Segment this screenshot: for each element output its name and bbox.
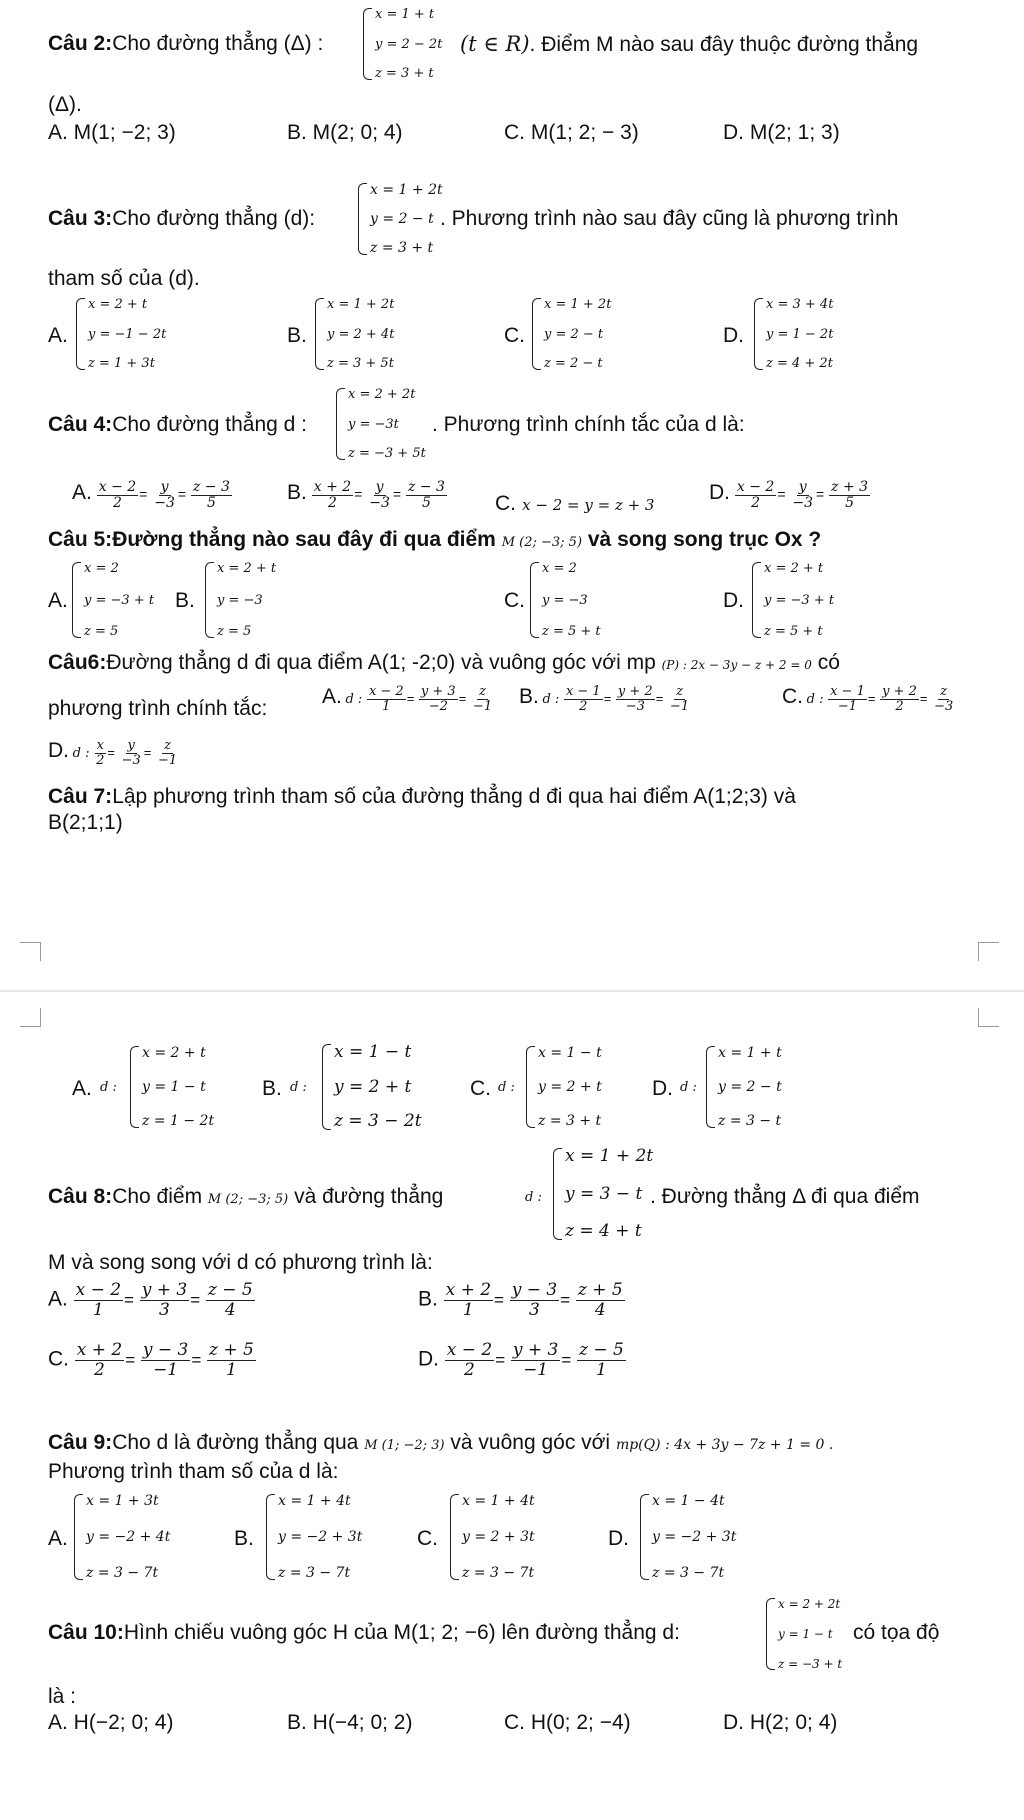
q6-a-f1-n: y + 3 xyxy=(420,684,456,700)
q6-c-f2-d: −3 xyxy=(934,698,954,714)
q9-stem xyxy=(48,1430,833,1459)
q5-option-a-sys xyxy=(72,562,154,638)
q9-option-d-letter: D. xyxy=(608,1527,629,1550)
q2-sys-1: y = 2 − 2t xyxy=(375,36,443,52)
q3-sys-0: x = 1 + 2t xyxy=(370,182,443,198)
q3-system xyxy=(358,183,443,255)
q8-d-f1 xyxy=(511,1342,560,1380)
q9-text-b: và vuông góc với xyxy=(450,1431,611,1454)
q6-b-f2-d: −1 xyxy=(669,698,690,714)
q8-b-f2-n: z + 5 xyxy=(577,1280,623,1300)
q3-c-2: z = 2 − t xyxy=(544,356,603,371)
q7-option-d-letter: D. xyxy=(652,1077,673,1100)
q4-a-f1-d: −3 xyxy=(154,494,175,511)
q6-b-f1-n: y + 2 xyxy=(617,684,653,700)
q10-text-c: là : xyxy=(48,1685,77,1708)
q8-b-f0-d: 1 xyxy=(462,1299,474,1320)
q5-option-c-letter: C. xyxy=(504,589,525,612)
q6-d-f2-n: z xyxy=(164,738,171,754)
q6-d-f1-n: y xyxy=(127,738,135,754)
q6-a-d: d : xyxy=(345,692,363,707)
q3-a-0: x = 2 + t xyxy=(88,297,148,312)
q6-c-f0 xyxy=(828,685,867,714)
q4-option-c xyxy=(495,490,654,517)
q3-sys-1: y = 2 − t xyxy=(370,211,434,227)
q7-c-0: x = 1 − t xyxy=(538,1045,602,1061)
q8-text-c: . Đường thẳng Δ đi qua điểm xyxy=(650,1185,920,1208)
q6-a-f0 xyxy=(367,685,406,714)
q3-a-2: z = 1 + 3t xyxy=(88,356,155,371)
q10-stem xyxy=(48,1620,680,1646)
q6-stem xyxy=(48,650,840,678)
q4-text-b: . Phương trình chính tắc của d là: xyxy=(432,413,745,436)
q4-option-b: B. $\frac{x + 2}{2}$ = $\frac{y}{-3}$ = $\frac{z - 3}{5}$ xyxy=(287,479,445,511)
page-corner-tl xyxy=(20,1008,41,1027)
q5-option-d-sys xyxy=(752,562,834,638)
q7-option-b-letter: B. xyxy=(262,1077,282,1100)
q8-b-f1-d: 3 xyxy=(529,1299,540,1320)
q5-d-1: y = −3 + t xyxy=(764,592,835,608)
q8-a-f2-n: z − 5 xyxy=(207,1280,253,1300)
q8-b-f0-n: x + 2 xyxy=(445,1280,492,1300)
q8-d-f0-d: 2 xyxy=(464,1359,475,1380)
q5-option-c-sys xyxy=(530,562,601,638)
q5-option-b-letter: B. xyxy=(175,589,195,612)
q5-option-a-letter: A. xyxy=(48,589,68,612)
q6-option-d: D. d : $\frac{x}{2}$ = $\frac{y}{-3}$ = $\frac{z}{-1}$ xyxy=(48,738,178,768)
q4-b-letter: B. xyxy=(287,481,307,505)
q8-d-f2-d: 1 xyxy=(596,1359,607,1380)
q6-d-f2 xyxy=(156,739,179,768)
q9-a-1: y = −2 + 4t xyxy=(86,1529,171,1545)
q8-a-f2-d: 4 xyxy=(224,1299,236,1320)
q4-b-f0-n: x + 2 xyxy=(313,479,352,495)
q8-c-f2-d: 1 xyxy=(226,1359,237,1380)
q7-a-1: y = 1 − t xyxy=(142,1079,206,1095)
q6-label: Câu6: xyxy=(48,651,107,674)
q4-a-f0 xyxy=(97,480,138,511)
q4-a-f2 xyxy=(191,480,232,511)
q6-text-b: có xyxy=(817,651,840,674)
q9-option-d-sys xyxy=(640,1494,736,1580)
q6-d-f2-d: −1 xyxy=(157,752,178,768)
q3-option-c-letter: C. xyxy=(504,324,525,347)
q4-a-f2-d: 5 xyxy=(206,494,216,511)
q7-option-b-d: d : xyxy=(290,1080,307,1095)
q4-d-f0-n: x − 2 xyxy=(736,479,775,495)
q6-c-f0-n: x − 1 xyxy=(830,684,865,700)
q3-label: Câu 3: xyxy=(48,207,113,230)
q6-a-f2-d: −1 xyxy=(472,698,493,714)
q4-d-f2-n: z + 3 xyxy=(831,479,869,495)
q7-stem xyxy=(48,784,796,810)
q4-b-f1 xyxy=(367,480,392,511)
q3-b-1: y = 2 + 4t xyxy=(327,326,395,342)
q4-b-f0 xyxy=(312,480,353,511)
q6-d-f0-n: x xyxy=(96,738,104,754)
q6-option-c: C. d : $\frac{x - 1}{-1}$ = $\frac{y + 2}{2}$ = $\frac{z}{-3}$ xyxy=(782,684,954,714)
q6-a-f0-d: 1 xyxy=(382,698,391,714)
q2-label: Câu 2: xyxy=(48,32,113,55)
q8-a-f1-n: y + 3 xyxy=(141,1280,188,1300)
q2-sys-2: z = 3 + t xyxy=(375,66,434,81)
q8-option-c: C. $\frac{x + 2}{2}$ = $\frac{y - 3}{-1}$ = $\frac{z + 5}{1}$ xyxy=(48,1340,254,1380)
q5-a-2: z = 5 xyxy=(84,624,119,639)
q10-option-c: C. H(0; 2; −4) xyxy=(504,1711,631,1734)
q6-text-c: phương trình chính tắc: xyxy=(48,697,268,720)
q8-text-b: và đường thẳng xyxy=(294,1185,444,1208)
q6-b-f1 xyxy=(616,685,655,714)
q2-option-a: A. M(1; −2; 3) xyxy=(48,121,176,144)
q3-d-0: x = 3 + 4t xyxy=(766,297,834,312)
q8-d-f0-n: x − 2 xyxy=(446,1340,493,1360)
q7-b-2: z = 3 − 2t xyxy=(334,1111,422,1131)
q7-a-0: x = 2 + t xyxy=(142,1045,206,1061)
q6-b-f0-d: 2 xyxy=(579,698,588,714)
q3-stem xyxy=(48,206,315,232)
q8-text-d: M và song song với d có phương trình là: xyxy=(48,1251,433,1274)
q9-b-1: y = −2 + 3t xyxy=(278,1529,363,1545)
q8-c-f1 xyxy=(141,1342,190,1380)
q7-option-c-sys xyxy=(526,1046,602,1128)
q6-option-a: A. d : $\frac{x - 2}{1}$ = $\frac{y + 3}{-2}$ = $\frac{z}{-1}$ xyxy=(322,684,493,714)
q9-d-2: z = 3 − 7t xyxy=(652,1565,725,1581)
q4-a-f0-n: x − 2 xyxy=(98,479,137,495)
q9-option-b-sys xyxy=(266,1494,362,1580)
q8-c-letter: C. xyxy=(48,1347,69,1371)
q4-b-f1-n: y xyxy=(375,479,384,495)
q4-option-d: D. $\frac{x - 2}{2}$ = $\frac{y}{-3}$ = $\frac{z + 3}{5}$ xyxy=(709,479,869,511)
q7-option-a-d: d : xyxy=(100,1080,117,1095)
q8-label: Câu 8: xyxy=(48,1185,113,1208)
q5-c-0: x = 2 xyxy=(542,561,577,576)
q10-system xyxy=(766,1598,842,1670)
page-corner-bl xyxy=(20,942,41,961)
q5-option-b-sys xyxy=(205,562,276,638)
q9-d-0: x = 1 − 4t xyxy=(652,1493,725,1509)
q2-sys-0: x = 1 + t xyxy=(375,7,435,22)
q4-d-f2 xyxy=(829,480,870,511)
q4-c-letter: C. xyxy=(495,492,516,515)
q4-a-letter: A. xyxy=(72,481,92,505)
page-corner-br xyxy=(978,942,999,961)
q4-sys-1: y = −3t xyxy=(348,416,399,432)
q8-b-f1 xyxy=(510,1282,559,1320)
q3-option-b-sys xyxy=(315,298,394,370)
q7-option-d-d: d : xyxy=(680,1080,697,1095)
q4-a-f0-d: 2 xyxy=(112,494,122,511)
q4-b-f2 xyxy=(406,480,447,511)
q8-d-f1-n: y + 3 xyxy=(512,1340,559,1360)
q3-text-a: Cho đường thẳng (d): xyxy=(112,207,316,230)
q8-b-f0 xyxy=(444,1282,493,1320)
q4-d-f2-d: 5 xyxy=(845,494,855,511)
q8-system xyxy=(553,1148,653,1240)
q5-option-d-letter: D. xyxy=(723,589,744,612)
q4-b-f2-n: z − 3 xyxy=(407,479,445,495)
q6-d-f0 xyxy=(94,739,106,768)
q8-d-f2-n: z − 5 xyxy=(579,1340,624,1360)
q4-d-f1-d: −3 xyxy=(792,494,814,511)
q8-b-f2 xyxy=(576,1282,625,1320)
q4-d-f1 xyxy=(790,480,815,511)
q2-text-b: . Điểm M nào sau đây thuộc đường thẳng xyxy=(529,33,919,56)
q8-sys-2: z = 4 + t xyxy=(565,1221,642,1241)
q2-stem-cont xyxy=(460,31,918,58)
q4-text-a: Cho đường thẳng d : xyxy=(112,413,307,436)
q6-b-f0-n: x − 1 xyxy=(565,684,601,700)
q8-a-letter: A. xyxy=(48,1287,68,1311)
q5-a-0: x = 2 xyxy=(84,561,119,576)
q8-a-f2 xyxy=(206,1282,255,1320)
q7-option-c-letter: C. xyxy=(470,1077,491,1100)
q5-a-1: y = −3 + t xyxy=(84,592,155,608)
q3-c-1: y = 2 − t xyxy=(544,326,604,342)
q8-c-f0-n: x + 2 xyxy=(76,1340,123,1360)
q6-d-letter: D. xyxy=(48,739,69,762)
q7-option-c-d: d : xyxy=(498,1080,515,1095)
q9-c-0: x = 1 + 4t xyxy=(462,1493,535,1509)
q9-d-1: y = −2 + 3t xyxy=(652,1529,737,1545)
q6-b-f2-n: z xyxy=(676,684,683,700)
q3-option-a-sys xyxy=(76,298,166,370)
q6-plane: (P) : 2x − 3y − z + 2 = 0 xyxy=(661,658,812,672)
q3-option-c-sys xyxy=(532,298,611,370)
q6-d-f1-d: −3 xyxy=(121,752,141,768)
q8-d-prefix: d : xyxy=(525,1190,542,1205)
q2-stem xyxy=(48,31,323,57)
q5-point: M (2; −3; 5) xyxy=(501,535,583,550)
q9-a-2: z = 3 − 7t xyxy=(86,1565,159,1581)
q4-c-eq: x − 2 = y = z + 3 xyxy=(522,496,655,514)
q10-option-b: B. H(−4; 0; 2) xyxy=(287,1711,413,1734)
q4-d-f1-n: y xyxy=(798,479,807,495)
q4-d-f0-d: 2 xyxy=(751,494,761,511)
q4-b-f2-d: 5 xyxy=(421,494,431,511)
q9-c-2: z = 3 − 7t xyxy=(462,1565,535,1581)
q3-text-b: . Phương trình nào sau đây cũng là phương trình xyxy=(440,207,899,230)
q7-b-0: x = 1 − t xyxy=(334,1042,412,1062)
q4-option-a: A. $\frac{x - 2}{2}$ = $\frac{y}{-3}$ = $\frac{z - 3}{5}$ xyxy=(72,479,230,511)
q6-b-f0 xyxy=(564,685,603,714)
q2-system xyxy=(363,8,442,80)
q8-a-f1-d: 3 xyxy=(159,1299,170,1320)
q8-sys-1: y = 3 − t xyxy=(565,1183,643,1204)
q3-text-c: tham số của (d). xyxy=(48,267,200,290)
q8-option-d: D. $\frac{x - 2}{2}$ = $\frac{y + 3}{-1}$ = $\frac{z - 5}{1}$ xyxy=(418,1340,624,1380)
q7-option-a-letter: A. xyxy=(72,1077,92,1100)
q9-option-c-sys xyxy=(450,1494,535,1580)
q8-d-f0 xyxy=(445,1342,494,1380)
q2-cond: (t ∈ R) xyxy=(460,32,530,56)
q4-a-f2-n: z − 3 xyxy=(192,479,230,495)
q10-sys-0: x = 2 + 2t xyxy=(778,1597,841,1611)
q6-c-f1 xyxy=(880,685,919,714)
q9-option-a-sys xyxy=(74,1494,170,1580)
q6-d-f1 xyxy=(120,739,143,768)
q7-text-a: Lập phương trình tham số của đường thẳng d đi qua hai điểm A(1;2;3) và xyxy=(112,785,796,808)
q10-sys-2: z = −3 + t xyxy=(778,1657,843,1671)
q3-sys-2: z = 3 + t xyxy=(370,240,434,256)
q4-b-f0-d: 2 xyxy=(327,494,337,511)
q9-plane: mp(Q) : 4x + 3y − 7z + 1 = 0 . xyxy=(615,1437,834,1453)
q10-text-a: Hình chiếu vuông góc H của M(1; 2; −6) lên đường thẳng d: xyxy=(123,1621,680,1644)
q9-option-b-letter: B. xyxy=(234,1527,254,1550)
q7-label: Câu 7: xyxy=(48,785,113,808)
q8-c-f0 xyxy=(75,1342,124,1380)
q7-b-1: y = 2 + t xyxy=(334,1076,412,1097)
q8-c-f0-d: 2 xyxy=(94,1359,105,1380)
q6-a-f1 xyxy=(419,685,458,714)
q6-c-d: d : xyxy=(806,692,824,707)
q4-b-f1-d: −3 xyxy=(369,494,390,511)
q8-text-a: Cho điểm xyxy=(112,1185,203,1208)
q10-sys-1: y = 1 − t xyxy=(778,1627,833,1641)
q4-system xyxy=(336,388,426,460)
q8-a-f0-d: 1 xyxy=(92,1299,104,1320)
q4-stem xyxy=(48,412,307,438)
q8-b-f2-d: 4 xyxy=(594,1299,606,1320)
q3-option-b-letter: B. xyxy=(287,324,307,347)
q6-c-f0-d: −1 xyxy=(837,698,858,714)
q6-text-a: Đường thẳng d đi qua điểm A(1; -2;0) và vuông góc với mp xyxy=(106,651,656,674)
q7-d-0: x = 1 + t xyxy=(718,1045,782,1061)
q7-d-2: z = 3 − t xyxy=(718,1113,782,1129)
q3-c-0: x = 1 + 2t xyxy=(544,297,612,312)
q4-d-letter: D. xyxy=(709,481,730,505)
q2-text-c: (Δ). xyxy=(48,93,82,116)
q8-c-f1-n: y − 3 xyxy=(142,1340,189,1360)
q5-c-2: z = 5 + t xyxy=(542,624,601,639)
q2-option-d: D. M(2; 1; 3) xyxy=(723,121,840,144)
q8-c-f2 xyxy=(207,1342,256,1380)
q7-text-b: B(2;1;1) xyxy=(48,811,123,834)
q6-c-f2 xyxy=(932,685,955,714)
q6-option-b: B. d : $\frac{x - 1}{2}$ = $\frac{y + 2}{-3}$ = $\frac{z}{-1}$ xyxy=(519,684,690,714)
q8-sys-0: x = 1 + 2t xyxy=(565,1146,654,1166)
q5-b-0: x = 2 + t xyxy=(217,561,277,576)
q6-c-f1-d: 2 xyxy=(895,698,904,714)
q5-text-b: và song song trục Ox ? xyxy=(587,528,822,551)
q5-b-2: z = 5 xyxy=(217,624,252,639)
q6-a-f2-n: z xyxy=(479,684,486,700)
q4-a-f1 xyxy=(152,480,177,511)
page-break xyxy=(0,990,1024,992)
q3-b-2: z = 3 + 5t xyxy=(327,356,394,371)
q7-c-1: y = 2 + t xyxy=(538,1079,602,1095)
q5-d-0: x = 2 + t xyxy=(764,561,824,576)
q6-c-letter: C. xyxy=(782,685,803,708)
q6-b-letter: B. xyxy=(519,685,539,708)
q4-sys-0: x = 2 + 2t xyxy=(348,387,416,402)
q5-stem xyxy=(48,527,821,556)
q9-b-0: x = 1 + 4t xyxy=(278,1493,351,1509)
q9-a-0: x = 1 + 3t xyxy=(86,1493,159,1509)
q7-d-1: y = 2 − t xyxy=(718,1079,782,1095)
q7-option-d-sys xyxy=(706,1046,782,1128)
q8-option-b: B. $\frac{x + 2}{1}$ = $\frac{y - 3}{3}$ = $\frac{z + 5}{4}$ xyxy=(418,1280,623,1320)
q7-c-2: z = 3 + t xyxy=(538,1113,602,1129)
q6-a-f0-n: x − 2 xyxy=(368,684,404,700)
q6-a-f2 xyxy=(471,685,494,714)
q8-a-f0-n: x − 2 xyxy=(75,1280,122,1300)
q6-d-d: d : xyxy=(72,746,90,761)
q4-label: Câu 4: xyxy=(48,413,113,436)
q3-option-a-letter: A. xyxy=(48,324,68,347)
q3-b-0: x = 1 + 2t xyxy=(327,297,395,312)
q6-c-f2-n: z xyxy=(940,684,948,700)
q8-c-f1-d: −1 xyxy=(153,1359,179,1380)
q9-option-c-letter: C. xyxy=(417,1527,438,1550)
q3-a-1: y = −1 − 2t xyxy=(88,326,167,342)
q8-option-a: A. $\frac{x - 2}{1}$ = $\frac{y + 3}{3}$ = $\frac{z - 5}{4}$ xyxy=(48,1280,253,1320)
q7-option-b-sys xyxy=(322,1044,422,1130)
q6-b-f2 xyxy=(668,685,691,714)
q4-a-f1-n: y xyxy=(160,479,169,495)
q2-option-b: B. M(2; 0; 4) xyxy=(287,121,403,144)
q9-point: M (1; −2; 3) xyxy=(364,1438,445,1453)
q8-a-f1 xyxy=(140,1282,189,1320)
q4-sys-2: z = −3 + 5t xyxy=(348,446,426,461)
q8-stem xyxy=(48,1184,443,1213)
q9-text-a: Cho d là đường thẳng qua xyxy=(112,1431,359,1454)
q9-c-1: y = 2 + 3t xyxy=(462,1529,535,1545)
q7-a-2: z = 1 − 2t xyxy=(142,1113,215,1129)
q7-option-a-sys xyxy=(130,1046,214,1128)
q8-d-f1-d: −1 xyxy=(523,1359,549,1380)
q2-option-c: C. M(1; 2; − 3) xyxy=(504,121,639,144)
q5-text-a: Đường thẳng nào sau đây đi qua điểm xyxy=(112,528,496,551)
q6-b-d: d : xyxy=(542,692,560,707)
q3-option-d-letter: D. xyxy=(723,324,744,347)
q9-label: Câu 9: xyxy=(48,1431,113,1454)
q2-text-a: Cho đường thẳng (Δ) : xyxy=(112,32,324,55)
q10-text-b: có tọa độ xyxy=(853,1621,940,1644)
q6-b-f1-d: −3 xyxy=(625,698,645,714)
q3-d-2: z = 4 + 2t xyxy=(766,356,833,371)
q8-b-f1-n: y − 3 xyxy=(511,1280,558,1300)
q5-d-2: z = 5 + t xyxy=(764,624,823,639)
q6-a-letter: A. xyxy=(322,685,342,708)
q8-b-letter: B. xyxy=(418,1287,438,1311)
q9-text-c: Phương trình tham số của d là: xyxy=(48,1460,339,1483)
q10-label: Câu 10: xyxy=(48,1621,124,1644)
q9-b-2: z = 3 − 7t xyxy=(278,1565,351,1581)
q4-d-f0 xyxy=(735,480,776,511)
q3-option-d-sys xyxy=(754,298,833,370)
q8-d-letter: D. xyxy=(418,1347,439,1371)
q6-a-f1-d: −2 xyxy=(428,698,448,714)
q8-c-f2-n: z + 5 xyxy=(209,1340,254,1360)
q10-option-d: D. H(2; 0; 4) xyxy=(723,1711,838,1734)
q8-a-f0 xyxy=(74,1282,123,1320)
q8-point: M (2; −3; 5) xyxy=(207,1192,289,1207)
q5-c-1: y = −3 xyxy=(542,592,588,608)
q5-b-1: y = −3 xyxy=(217,592,263,608)
q8-d-f2 xyxy=(577,1342,626,1380)
q10-option-a: A. H(−2; 0; 4) xyxy=(48,1711,174,1734)
q9-option-a-letter: A. xyxy=(48,1527,68,1550)
q6-d-f0-d: 2 xyxy=(96,752,105,768)
q3-d-1: y = 1 − 2t xyxy=(766,326,834,342)
page-corner-tr xyxy=(978,1008,999,1027)
q5-label: Câu 5: xyxy=(48,528,113,551)
q6-c-f1-n: y + 2 xyxy=(882,684,917,700)
